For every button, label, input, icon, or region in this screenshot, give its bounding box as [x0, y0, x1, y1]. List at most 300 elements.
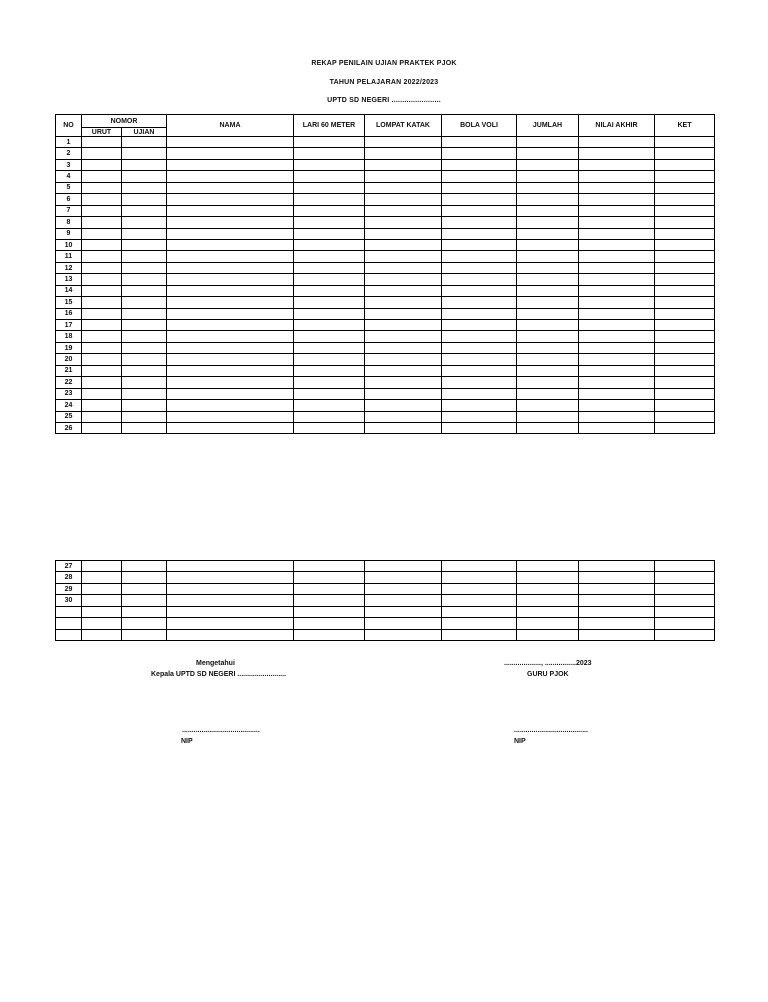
cell-nilai [579, 182, 655, 193]
cell-bola [442, 561, 517, 572]
cell-nilai [579, 320, 655, 331]
cell-nilai [579, 239, 655, 250]
cell-lari [294, 297, 365, 308]
cell-nama [167, 217, 294, 228]
cell-urut [82, 251, 122, 262]
cell-nilai [579, 606, 655, 617]
cell-lari [294, 572, 365, 583]
table-row [56, 365, 715, 376]
cell-nilai [579, 159, 655, 170]
cell-lari [294, 583, 365, 594]
cell-nilai [579, 285, 655, 296]
cell-no [56, 618, 82, 629]
cell-no: 5 [56, 182, 82, 193]
cell-nama [167, 561, 294, 572]
cell-lompat [365, 583, 442, 594]
table-row [56, 159, 715, 170]
cell-nilai [579, 331, 655, 342]
cell-ujian [122, 400, 167, 411]
academic-year: TAHUN PELAJARAN 2022/2023 [329, 79, 439, 86]
cell-nilai [579, 251, 655, 262]
cell-ujian [122, 171, 167, 182]
cell-ujian [122, 377, 167, 388]
table-row [56, 411, 715, 422]
cell-bola [442, 583, 517, 594]
cell-nilai [579, 629, 655, 640]
cell-ket [655, 194, 715, 205]
cell-nilai [579, 171, 655, 182]
cell-urut [82, 572, 122, 583]
cell-lompat [365, 400, 442, 411]
cell-ket [655, 262, 715, 273]
table-row [56, 274, 715, 285]
cell-nama [167, 308, 294, 319]
cell-nilai [579, 583, 655, 594]
cell-ujian [122, 365, 167, 376]
cell-no: 29 [56, 583, 82, 594]
table-row [56, 331, 715, 342]
table-row [56, 308, 715, 319]
cell-ket [655, 159, 715, 170]
cell-jumlah [517, 572, 579, 583]
cell-no: 15 [56, 297, 82, 308]
cell-urut [82, 400, 122, 411]
cell-bola [442, 365, 517, 376]
cell-lari [294, 308, 365, 319]
cell-ujian [122, 583, 167, 594]
cell-ket [655, 595, 715, 606]
cell-urut [82, 148, 122, 159]
cell-lari [294, 354, 365, 365]
cell-ket [655, 618, 715, 629]
cell-no: 8 [56, 217, 82, 228]
cell-no: 1 [56, 137, 82, 148]
cell-jumlah [517, 320, 579, 331]
cell-ket [655, 148, 715, 159]
cell-lari [294, 331, 365, 342]
cell-no: 19 [56, 342, 82, 353]
table-row [56, 194, 715, 205]
cell-nama [167, 251, 294, 262]
cell-urut [82, 137, 122, 148]
cell-lompat [365, 561, 442, 572]
cell-nama [167, 629, 294, 640]
cell-nama [167, 606, 294, 617]
cell-no: 27 [56, 561, 82, 572]
cell-ket [655, 411, 715, 422]
cell-jumlah [517, 137, 579, 148]
cell-bola [442, 595, 517, 606]
table-row [56, 388, 715, 399]
table-row [56, 595, 715, 606]
cell-urut [82, 182, 122, 193]
cell-ujian [122, 194, 167, 205]
cell-nilai [579, 262, 655, 273]
cell-ujian [122, 285, 167, 296]
cell-bola [442, 411, 517, 422]
cell-jumlah [517, 217, 579, 228]
table-body-page1 [56, 137, 715, 434]
cell-urut [82, 342, 122, 353]
cell-lari [294, 159, 365, 170]
document-title: REKAP PENILAIN UJIAN PRAKTEK PJOK [311, 60, 457, 67]
cell-bola [442, 217, 517, 228]
header-urut: URUT [82, 128, 122, 137]
cell-bola [442, 354, 517, 365]
cell-lari [294, 377, 365, 388]
cell-urut [82, 595, 122, 606]
cell-no: 26 [56, 422, 82, 433]
table-row [56, 320, 715, 331]
table-row [56, 171, 715, 182]
table-row [56, 422, 715, 433]
cell-urut [82, 583, 122, 594]
cell-nama [167, 228, 294, 239]
table-row [56, 342, 715, 353]
cell-ket [655, 377, 715, 388]
table-row [56, 629, 715, 640]
cell-bola [442, 400, 517, 411]
cell-ujian [122, 148, 167, 159]
cell-jumlah [517, 251, 579, 262]
cell-nilai [579, 354, 655, 365]
cell-bola [442, 159, 517, 170]
signature-right-name-line: ...................................... [514, 727, 588, 734]
signature-left-name-line: ........................................ [182, 727, 260, 734]
header-nilai-akhir: NILAI AKHIR [579, 115, 655, 137]
cell-nama [167, 572, 294, 583]
cell-urut [82, 285, 122, 296]
cell-lari [294, 422, 365, 433]
cell-lompat [365, 320, 442, 331]
cell-nama [167, 618, 294, 629]
cell-lari [294, 342, 365, 353]
cell-bola [442, 171, 517, 182]
cell-jumlah [517, 606, 579, 617]
cell-lari [294, 561, 365, 572]
cell-nilai [579, 205, 655, 216]
header-jumlah: JUMLAH [517, 115, 579, 137]
cell-bola [442, 182, 517, 193]
cell-nilai [579, 618, 655, 629]
cell-ket [655, 217, 715, 228]
cell-jumlah [517, 618, 579, 629]
cell-nilai [579, 561, 655, 572]
cell-no: 20 [56, 354, 82, 365]
cell-lompat [365, 285, 442, 296]
cell-nama [167, 285, 294, 296]
cell-no: 18 [56, 331, 82, 342]
cell-lompat [365, 171, 442, 182]
cell-ujian [122, 342, 167, 353]
cell-bola [442, 377, 517, 388]
cell-lari [294, 171, 365, 182]
cell-ket [655, 354, 715, 365]
cell-ujian [122, 354, 167, 365]
cell-lari [294, 365, 365, 376]
cell-nilai [579, 411, 655, 422]
cell-jumlah [517, 400, 579, 411]
cell-ket [655, 583, 715, 594]
table-row [56, 182, 715, 193]
cell-urut [82, 205, 122, 216]
cell-ket [655, 308, 715, 319]
header-ket: KET [655, 115, 715, 137]
cell-urut [82, 561, 122, 572]
cell-no: 17 [56, 320, 82, 331]
cell-lompat [365, 274, 442, 285]
cell-nilai [579, 228, 655, 239]
cell-lari [294, 400, 365, 411]
cell-no: 11 [56, 251, 82, 262]
cell-urut [82, 320, 122, 331]
cell-nilai [579, 422, 655, 433]
cell-no: 24 [56, 400, 82, 411]
cell-lari [294, 388, 365, 399]
table-row [56, 618, 715, 629]
cell-no: 6 [56, 194, 82, 205]
cell-jumlah [517, 422, 579, 433]
cell-nilai [579, 365, 655, 376]
signature-right-title: GURU PJOK [527, 671, 569, 678]
cell-jumlah [517, 388, 579, 399]
cell-bola [442, 194, 517, 205]
cell-urut [82, 331, 122, 342]
cell-ket [655, 285, 715, 296]
cell-lompat [365, 388, 442, 399]
cell-nama [167, 365, 294, 376]
cell-nama [167, 148, 294, 159]
cell-lompat [365, 365, 442, 376]
cell-lompat [365, 377, 442, 388]
cell-lari [294, 595, 365, 606]
cell-lari [294, 228, 365, 239]
cell-nama [167, 342, 294, 353]
cell-no: 22 [56, 377, 82, 388]
cell-jumlah [517, 308, 579, 319]
cell-lari [294, 262, 365, 273]
signature-right-date: ..................., ................2023 [504, 660, 592, 667]
table-row [56, 228, 715, 239]
cell-ket [655, 274, 715, 285]
signature-left-nip: NIP [181, 738, 193, 745]
cell-bola [442, 239, 517, 250]
cell-lari [294, 239, 365, 250]
cell-nilai [579, 400, 655, 411]
cell-ujian [122, 297, 167, 308]
cell-nilai [579, 572, 655, 583]
cell-ket [655, 629, 715, 640]
cell-no [56, 606, 82, 617]
cell-ket [655, 228, 715, 239]
cell-ket [655, 320, 715, 331]
cell-nilai [579, 308, 655, 319]
header-lari-60-meter: LARI 60 METER [294, 115, 365, 137]
cell-no: 23 [56, 388, 82, 399]
cell-jumlah [517, 297, 579, 308]
cell-urut [82, 171, 122, 182]
cell-no: 13 [56, 274, 82, 285]
header-nomor: NOMOR [82, 115, 167, 128]
table-row [56, 239, 715, 250]
cell-ujian [122, 606, 167, 617]
cell-ujian [122, 422, 167, 433]
cell-urut [82, 388, 122, 399]
cell-ket [655, 606, 715, 617]
cell-lompat [365, 572, 442, 583]
table-row [56, 205, 715, 216]
cell-ujian [122, 320, 167, 331]
cell-jumlah [517, 171, 579, 182]
cell-jumlah [517, 331, 579, 342]
header-nama: NAMA [167, 115, 294, 137]
cell-nama [167, 331, 294, 342]
cell-urut [82, 262, 122, 273]
cell-no: 9 [56, 228, 82, 239]
cell-lompat [365, 137, 442, 148]
cell-ujian [122, 595, 167, 606]
score-table-page1 [55, 114, 715, 434]
cell-bola [442, 274, 517, 285]
cell-jumlah [517, 365, 579, 376]
cell-lompat [365, 606, 442, 617]
cell-bola [442, 342, 517, 353]
cell-ujian [122, 262, 167, 273]
cell-nama [167, 422, 294, 433]
cell-nilai [579, 388, 655, 399]
cell-nilai [579, 274, 655, 285]
table-body-page2 [56, 561, 715, 641]
cell-ujian [122, 629, 167, 640]
cell-lompat [365, 297, 442, 308]
cell-ket [655, 561, 715, 572]
cell-ket [655, 251, 715, 262]
cell-no: 14 [56, 285, 82, 296]
cell-ket [655, 400, 715, 411]
table-row [56, 561, 715, 572]
cell-ket [655, 297, 715, 308]
cell-lompat [365, 239, 442, 250]
cell-bola [442, 618, 517, 629]
signature-right-nip: NIP [514, 738, 526, 745]
cell-nilai [579, 342, 655, 353]
cell-ket [655, 171, 715, 182]
cell-jumlah [517, 274, 579, 285]
cell-nama [167, 159, 294, 170]
cell-jumlah [517, 239, 579, 250]
cell-urut [82, 217, 122, 228]
score-table-page2 [55, 560, 715, 641]
cell-lompat [365, 148, 442, 159]
cell-nama [167, 388, 294, 399]
cell-no: 10 [56, 239, 82, 250]
cell-lompat [365, 308, 442, 319]
cell-bola [442, 388, 517, 399]
cell-bola [442, 572, 517, 583]
cell-nama [167, 182, 294, 193]
cell-jumlah [517, 561, 579, 572]
cell-lompat [365, 618, 442, 629]
cell-jumlah [517, 262, 579, 273]
cell-nama [167, 595, 294, 606]
cell-nama [167, 262, 294, 273]
table-row [56, 377, 715, 388]
cell-ket [655, 572, 715, 583]
cell-lari [294, 217, 365, 228]
cell-lompat [365, 422, 442, 433]
cell-nama [167, 400, 294, 411]
cell-lompat [365, 182, 442, 193]
cell-jumlah [517, 354, 579, 365]
cell-no: 2 [56, 148, 82, 159]
cell-urut [82, 228, 122, 239]
cell-ujian [122, 205, 167, 216]
cell-ujian [122, 274, 167, 285]
cell-urut [82, 274, 122, 285]
cell-urut [82, 606, 122, 617]
cell-nilai [579, 297, 655, 308]
cell-ket [655, 182, 715, 193]
cell-ujian [122, 411, 167, 422]
cell-ket [655, 331, 715, 342]
cell-bola [442, 148, 517, 159]
cell-jumlah [517, 228, 579, 239]
cell-jumlah [517, 205, 579, 216]
cell-lompat [365, 331, 442, 342]
cell-jumlah [517, 194, 579, 205]
cell-urut [82, 308, 122, 319]
cell-jumlah [517, 595, 579, 606]
cell-nama [167, 411, 294, 422]
cell-lompat [365, 159, 442, 170]
cell-urut [82, 422, 122, 433]
cell-ujian [122, 561, 167, 572]
cell-urut [82, 629, 122, 640]
cell-lompat [365, 354, 442, 365]
cell-jumlah [517, 148, 579, 159]
cell-urut [82, 297, 122, 308]
cell-ujian [122, 217, 167, 228]
header-bola-voli: BOLA VOLI [442, 115, 517, 137]
cell-lari [294, 274, 365, 285]
cell-jumlah [517, 377, 579, 388]
cell-ket [655, 205, 715, 216]
cell-nama [167, 194, 294, 205]
cell-lari [294, 606, 365, 617]
cell-ujian [122, 388, 167, 399]
table-row [56, 583, 715, 594]
table-row [56, 297, 715, 308]
cell-jumlah [517, 583, 579, 594]
cell-urut [82, 377, 122, 388]
cell-lompat [365, 342, 442, 353]
cell-urut [82, 194, 122, 205]
cell-no: 12 [56, 262, 82, 273]
cell-nama [167, 297, 294, 308]
cell-lompat [365, 228, 442, 239]
cell-lari [294, 411, 365, 422]
table-row [56, 400, 715, 411]
cell-bola [442, 285, 517, 296]
table-row [56, 606, 715, 617]
cell-lompat [365, 251, 442, 262]
cell-nama [167, 274, 294, 285]
cell-lompat [365, 411, 442, 422]
cell-bola [442, 422, 517, 433]
cell-jumlah [517, 342, 579, 353]
cell-no: 28 [56, 572, 82, 583]
cell-ket [655, 422, 715, 433]
